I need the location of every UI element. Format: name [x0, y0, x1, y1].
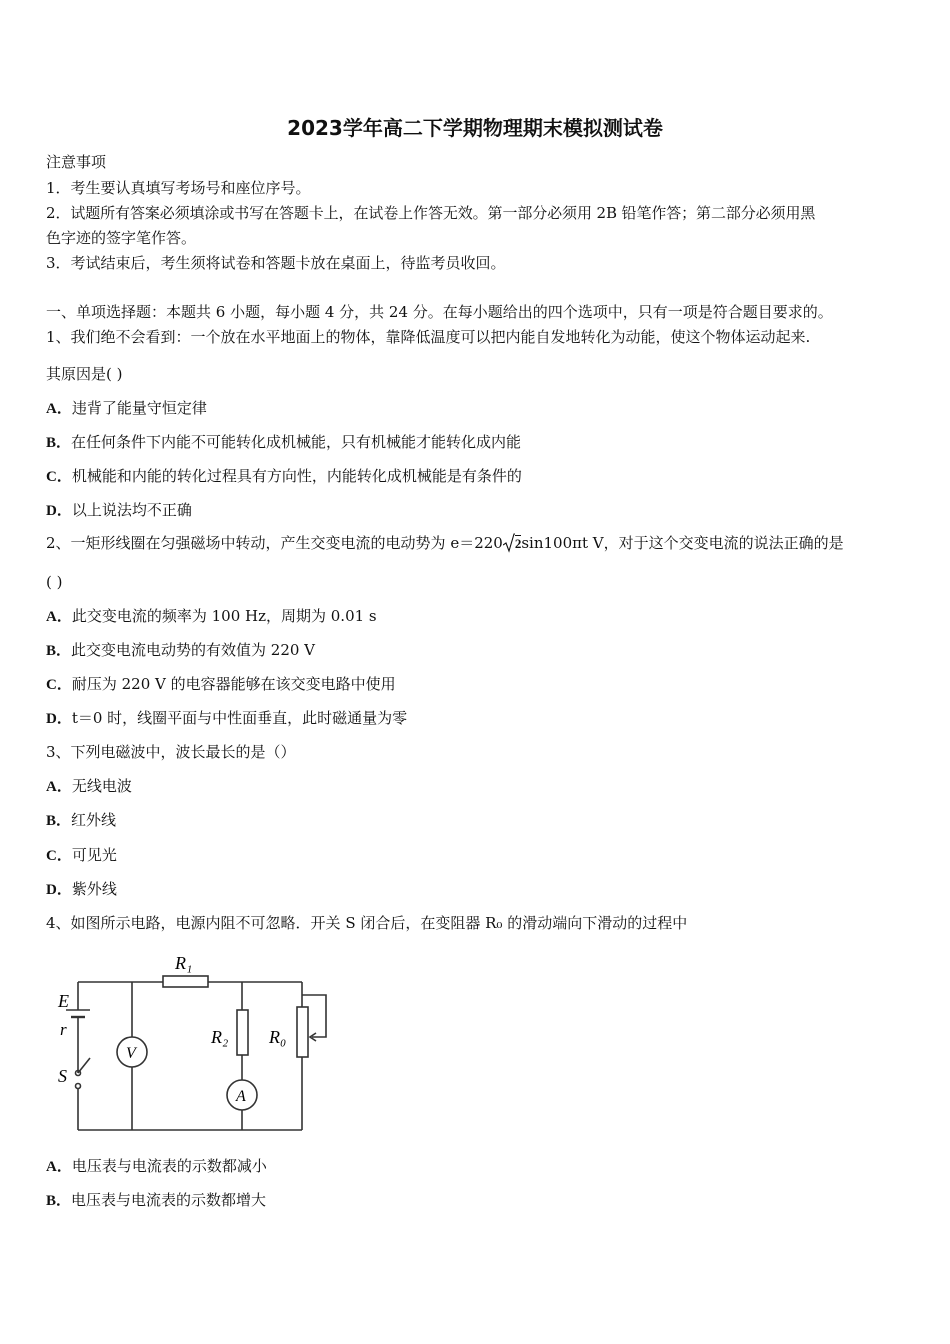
q2-stem-part-a: 2、一矩形线圈在匀强磁场中转动，产生交变电流的电动势为 e＝220 — [46, 534, 503, 552]
q3-stem: 3、下列电磁波中，波长最长的是（） — [46, 743, 296, 761]
q2-option-a — [46, 606, 377, 627]
q1-option-d — [46, 500, 192, 521]
q2-stem — [46, 533, 844, 554]
q2-stem-cont: ( ) — [46, 573, 63, 591]
option-letter: B． — [46, 435, 72, 451]
resistor-r0 — [297, 1007, 308, 1057]
option-letter: A． — [46, 401, 72, 417]
notice-item-2-cont: 色字迹的签字笔作答。 — [46, 229, 197, 247]
label-s: S — [58, 1066, 67, 1086]
option-text: 无线电波 — [71, 777, 132, 795]
label-a: A — [236, 1088, 246, 1105]
option-text: 在任何条件下内能不可能转化成机械能，只有机械能才能转化成内能 — [71, 433, 522, 451]
option-letter: B． — [46, 643, 72, 659]
sqrt-symbol — [503, 533, 522, 554]
resistor-r2 — [237, 1010, 248, 1055]
notice-item-3: 3．考试结束后，考生须将试卷和答题卡放在桌面上，待监考员收回。 — [46, 254, 506, 272]
option-text: 电压表与电流表的示数都增大 — [71, 1191, 267, 1209]
q3-option-d — [46, 879, 117, 900]
option-text: 耐压为 220 V 的电容器能够在该交变电路中使用 — [71, 675, 396, 693]
option-text: 电压表与电流表的示数都减小 — [71, 1157, 267, 1175]
label-r1: R₁ — [175, 953, 193, 973]
label-r: r — [60, 1020, 67, 1039]
option-letter: D． — [46, 882, 72, 898]
notice-heading: 注意事项 — [46, 153, 107, 171]
q3-option-a — [46, 776, 132, 797]
q4-option-b — [46, 1190, 266, 1211]
option-letter: A． — [46, 609, 72, 625]
label-r0: R₀ — [269, 1027, 287, 1047]
q4-stem: 4、如图所示电路，电源内阻不可忽略．开关 S 闭合后，在变阻器 R₀ 的滑动端向下滑动的过程中 — [46, 914, 688, 932]
option-letter: A． — [46, 1159, 72, 1175]
option-text: 红外线 — [71, 811, 117, 829]
q1-stem: 1、我们绝不会看到：一个放在水平地面上的物体，靠降低温度可以把内能自发地转化为动能，使这个物体运动起来. — [46, 328, 811, 346]
radical-sign — [503, 533, 515, 553]
option-text: 机械能和内能的转化过程具有方向性，内能转化成机械能是有条件的 — [71, 467, 522, 485]
option-letter: A． — [46, 779, 72, 795]
q2-stem-part-b: sin100πt V，对于这个交变电流的说法正确的是 — [521, 534, 844, 552]
q3-option-b — [46, 810, 116, 831]
circuit-diagram — [50, 945, 340, 1135]
option-text: 可见光 — [71, 846, 117, 864]
notice-item-1: 1．考生要认真填写考场号和座位序号。 — [46, 179, 311, 197]
label-r2: R₂ — [211, 1027, 229, 1047]
q2-option-c — [46, 674, 396, 695]
page-title: 2023学年高二下学期物理期末模拟测试卷 — [287, 116, 663, 140]
option-letter: B． — [46, 813, 72, 829]
option-letter: B． — [46, 1193, 72, 1209]
option-letter: D． — [46, 711, 72, 727]
notice-item-2: 2．试题所有答案必须填涂或书写在答题卡上，在试卷上作答无效。第一部分必须用 2B 铅笔作答；第二部分必须用黑 — [46, 204, 816, 222]
option-letter: D． — [46, 503, 72, 519]
option-text: 此交变电流电动势的有效值为 220 V — [71, 641, 316, 659]
option-text: 违背了能量守恒定律 — [71, 399, 207, 417]
sqrt-radicand: 2 — [514, 536, 522, 551]
option-text: 以上说法均不正确 — [71, 501, 192, 519]
slider-wire — [302, 995, 326, 1037]
q2-option-b — [46, 640, 315, 661]
q4-option-a — [46, 1156, 267, 1177]
q3-option-c — [46, 845, 117, 866]
label-v: V — [126, 1045, 136, 1062]
q1-stem-cont: 其原因是( ) — [46, 365, 123, 383]
option-letter: C． — [46, 469, 72, 485]
switch-contact — [76, 1084, 81, 1089]
option-text: 紫外线 — [71, 880, 117, 898]
q1-option-b — [46, 432, 521, 453]
q1-option-a — [46, 398, 207, 419]
option-text: t＝0 时，线圈平面与中性面垂直，此时磁通量为零 — [71, 709, 408, 727]
label-e: E — [58, 991, 69, 1011]
q1-option-c — [46, 466, 522, 487]
q2-option-d — [46, 708, 407, 729]
resistor-r1 — [163, 976, 208, 987]
option-letter: C． — [46, 677, 72, 693]
option-text: 此交变电流的频率为 100 Hz，周期为 0.01 s — [71, 607, 377, 625]
option-letter: C． — [46, 848, 72, 864]
section-heading: 一、单项选择题：本题共 6 小题，每小题 4 分，共 24 分。在每小题给出的四个选项中，只有一项是符合题目要求的。 — [46, 303, 833, 321]
